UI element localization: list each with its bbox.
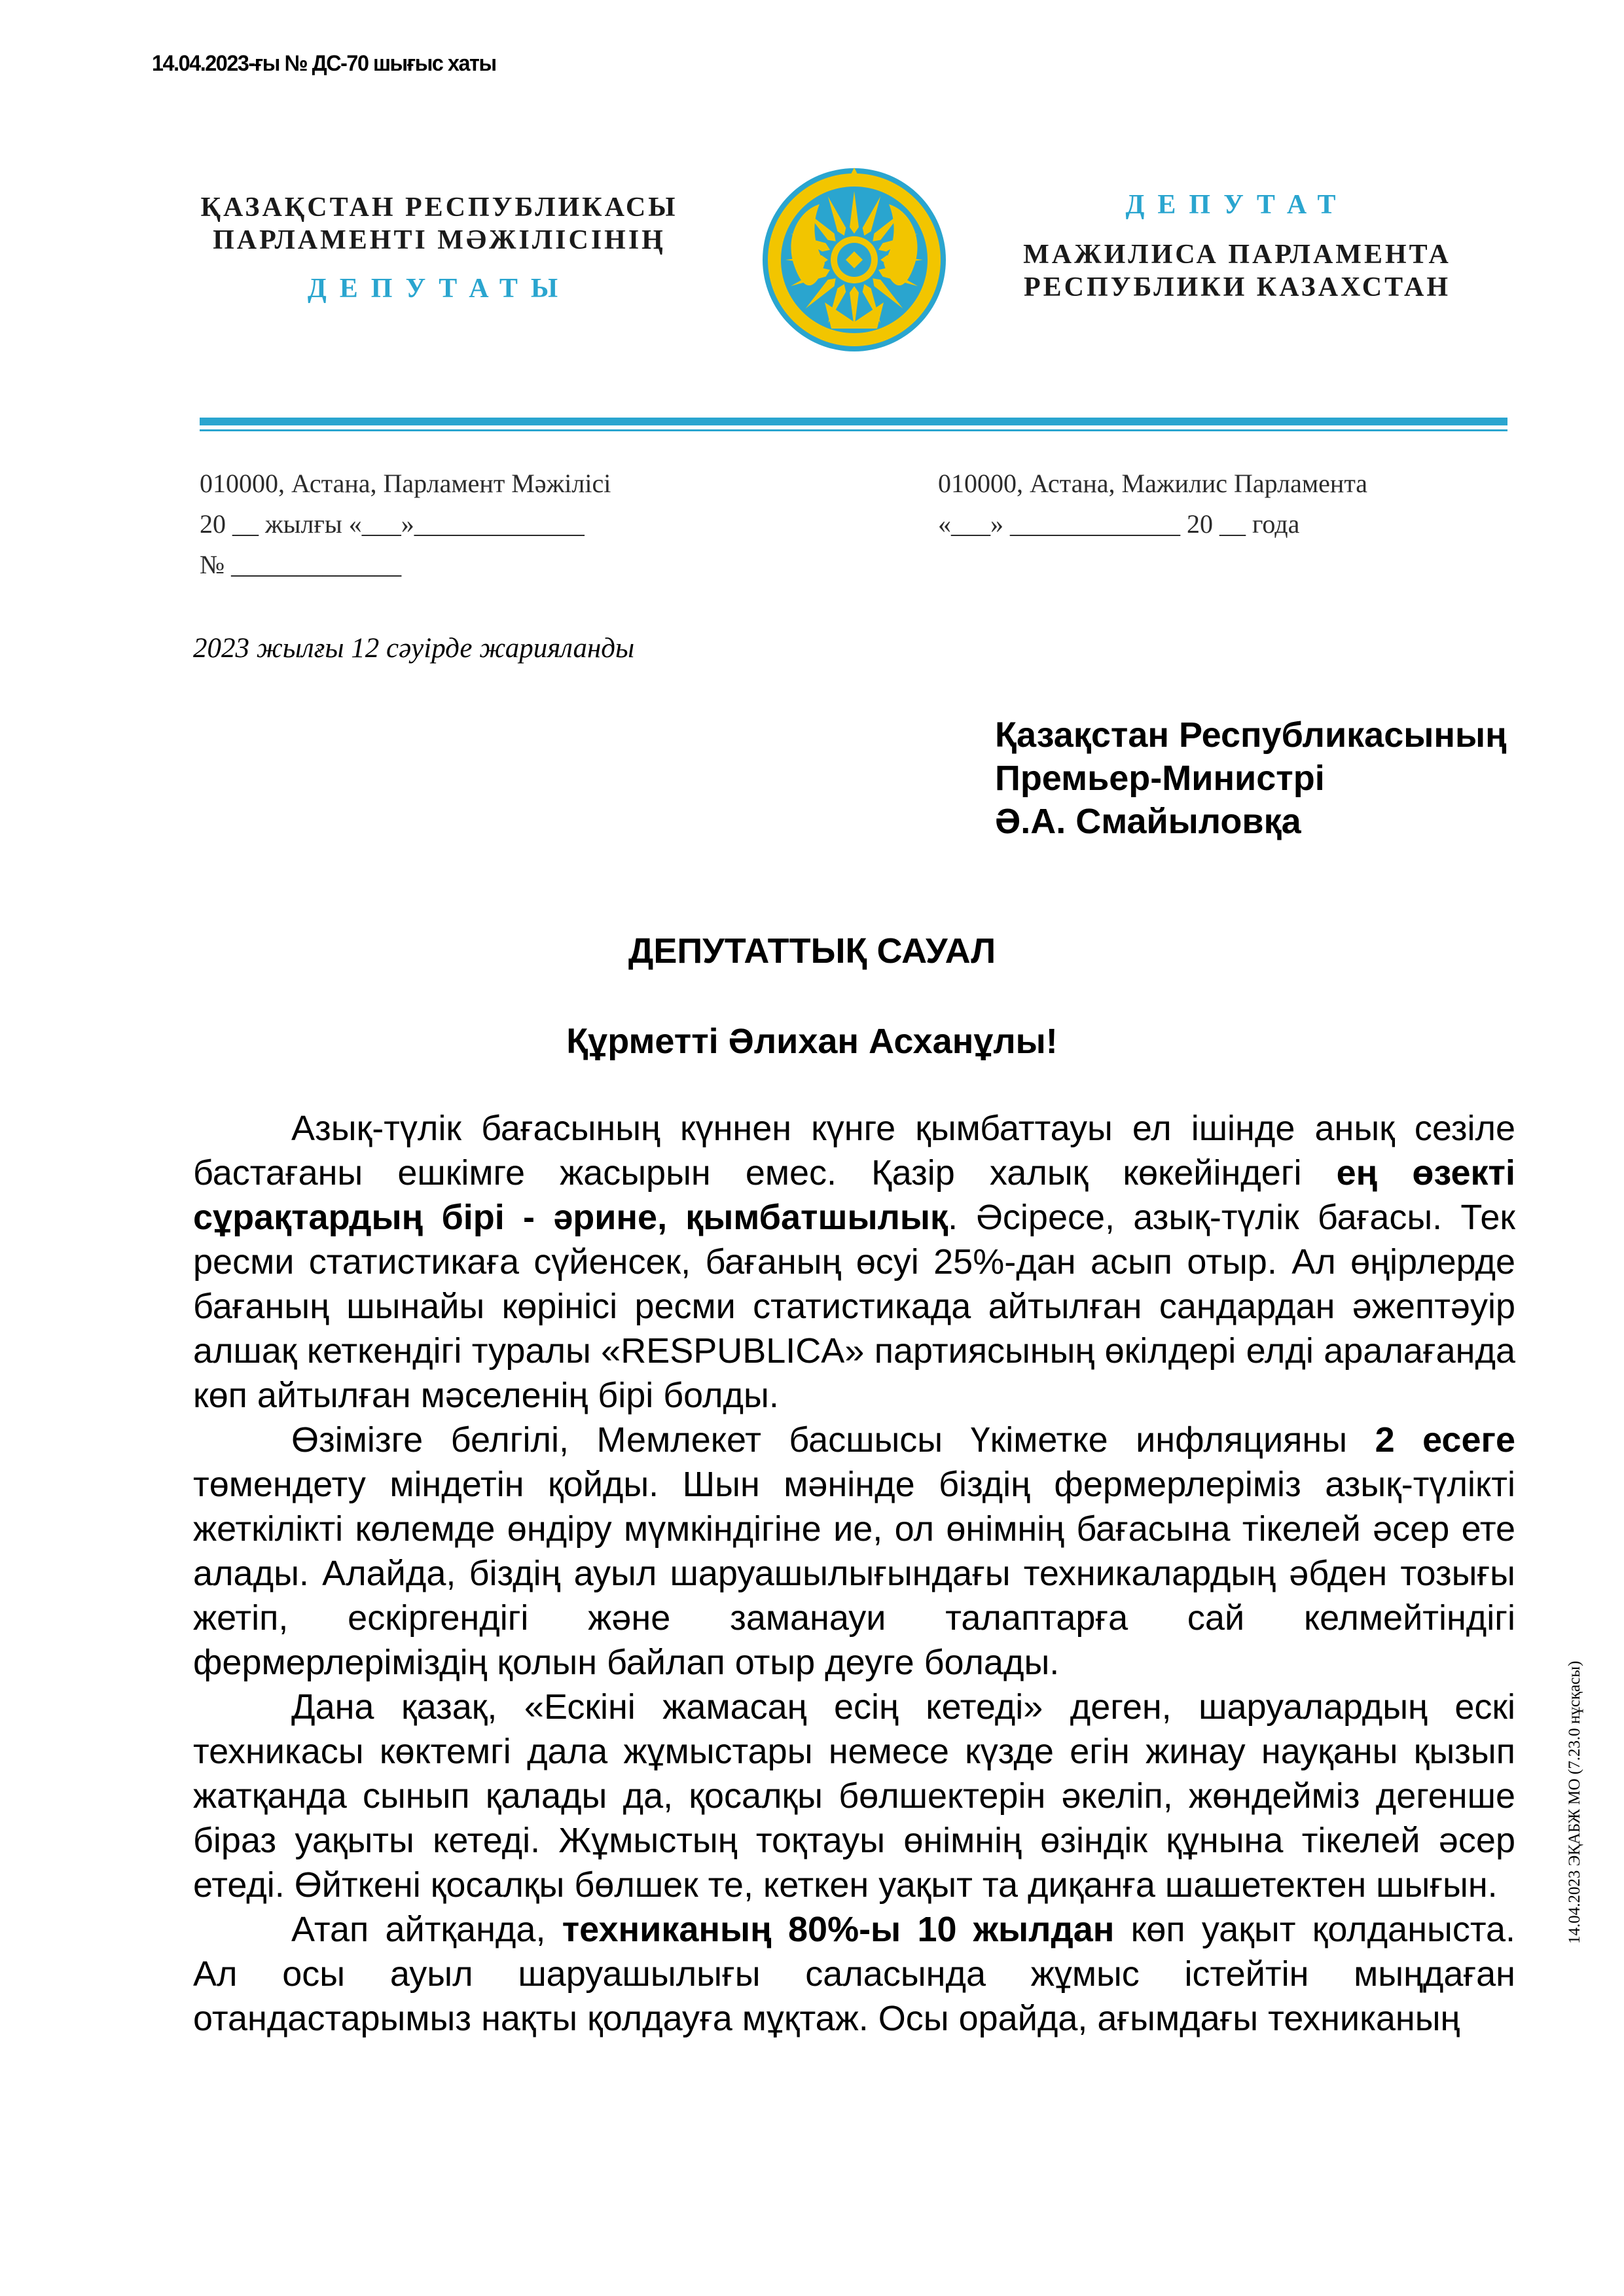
recipient-line2: Премьер-Министрі <box>995 759 1325 798</box>
salutation: Құрметті Әлихан Асханұлы! <box>566 1022 1058 1061</box>
header-right-deputy: ДЕПУТАТ <box>1125 190 1349 220</box>
address-left <box>200 463 611 585</box>
letter-body <box>193 1106 1515 2041</box>
outgoing-reference: 14.04.2023-ғы № ДС-70 шығыс хаты <box>152 51 496 76</box>
paragraph-4-text-b: көп уақыт қолданыста. Ал осы ауыл шаруашылығы саласында жұмыс істейтін мыңдаған отандастарымыз нақты қолдауға мұқтаж. Осы орайда, ағымдағы техниканың <box>193 1910 1516 2038</box>
address-left-line2: 20 __ жылғы «___»_____________ <box>200 509 585 539</box>
address-left-line1: 010000, Астана, Парламент Мәжілісі <box>200 469 611 498</box>
header-left-line1: ҚАЗАҚСТАН РЕСПУБЛИКАСЫ <box>200 192 678 223</box>
address-right-line1: 010000, Астана, Мажилис Парламента <box>938 469 1368 498</box>
paragraph-1-text-b: . Әсіресе, азық-түлік бағасы. Тек ресми статистикаға сүйенсек, бағаның өсуі 25%-дан асып отыр. Ал өңірлерде бағаның шынайы көрінісі ресми статистикада айтылған сандардан әжептәуір алшақ кеткендігі туралы «RESPUBLICA» партиясының өкілдері елді аралағанда көп айтылған мәселенің бірі болды. <box>193 1198 1515 1415</box>
address-right <box>938 463 1367 545</box>
side-registration-stamp: 14.04.2023 ЭҚАБЖ МО (7.23.0 нұсқасы) <box>1566 1660 1583 1944</box>
paragraph-1 <box>193 1106 1515 1418</box>
published-note: 2023 жылғы 12 сәуірде жарияланды <box>193 633 635 664</box>
header-right-line3: РЕСПУБЛИКИ КАЗАХСТАН <box>1023 272 1451 302</box>
state-emblem-icon <box>759 165 949 355</box>
paragraph-2-emphasis: 2 есеге <box>1375 1420 1515 1460</box>
header-right-russian <box>982 188 1492 304</box>
paragraph-1-emphasis: ең өзекті сұрақтардың бірі - әрине, қымбатшылық <box>193 1153 1515 1237</box>
header-divider <box>200 418 1507 425</box>
paragraph-4-text-a: Атап айтқанда, <box>291 1910 562 1949</box>
header-left-line2: ПАРЛАМЕНТІ МӘЖІЛІСІНІҢ <box>213 225 666 255</box>
paragraph-4-emphasis: техниканың 80%-ы 10 жылдан <box>562 1910 1115 1949</box>
header-left-deputy: ДЕПУТАТЫ <box>307 274 571 304</box>
header-divider-thin <box>200 429 1507 431</box>
document-title: ДЕПУТАТТЫҚ САУАЛ <box>628 931 996 971</box>
recipient-line1: Қазақстан Республикасының <box>995 715 1507 755</box>
recipient-line3: Ә.А. Смайыловқа <box>995 802 1301 841</box>
paragraph-2 <box>193 1418 1515 1685</box>
header-right-line2: МАЖИЛИСА ПАРЛАМЕНТА <box>1023 240 1451 270</box>
paragraph-2-text-a: Өзімізге белгілі, Мемлекет басшысы Үкіметке инфляцияны <box>291 1420 1375 1460</box>
address-left-line3: № _____________ <box>200 550 402 579</box>
paragraph-4 <box>193 1907 1515 2041</box>
address-right-line2: «___» _____________ 20 __ года <box>938 509 1300 539</box>
paragraph-2-text-b: төмендету міндетін қойды. Шын мәнінде біздің фермерлеріміз азық-түлікті жеткілікті көлемде өндіру мүмкіндігіне ие, ол өнімнің бағасына тікелей әсер ете алады. Алайда, біздің ауыл шаруашылығындағы техникалардың әбден тозығы жетіп, ескіргендігі және заманауи талаптарға сай келмейтіндігі фермерлеріміздің қолын байлап отыр деуге болады. <box>193 1465 1515 1682</box>
paragraph-1-text-a: Азық-түлік бағасының күннен күнге қымбаттауы ел ішінде анық сезіле бастағаны ешкімге жасырын емес. Қазір халық көкейіндегі <box>193 1109 1515 1193</box>
paragraph-3: Дана қазақ, «Ескіні жамасаң есің кетеді» деген, шаруалардың ескі техникасы көктемгі дала жұмыстары немесе күзде егін жинау науқаны қызып жатқанда сынып қалады да, қосалқы бөлшектерін әкеліп, жөндейміз дегенше біраз уақыты кетеді. Жұмыстың тоқтауы өнімнің өзіндік құнына тікелей әсер етеді. Өйткені қосалқы бөлшек те, кеткен уақыт та диқанға шашетектен шығын. <box>193 1687 1515 1905</box>
recipient-block <box>995 713 1507 843</box>
header-left-kazakh <box>164 191 715 305</box>
